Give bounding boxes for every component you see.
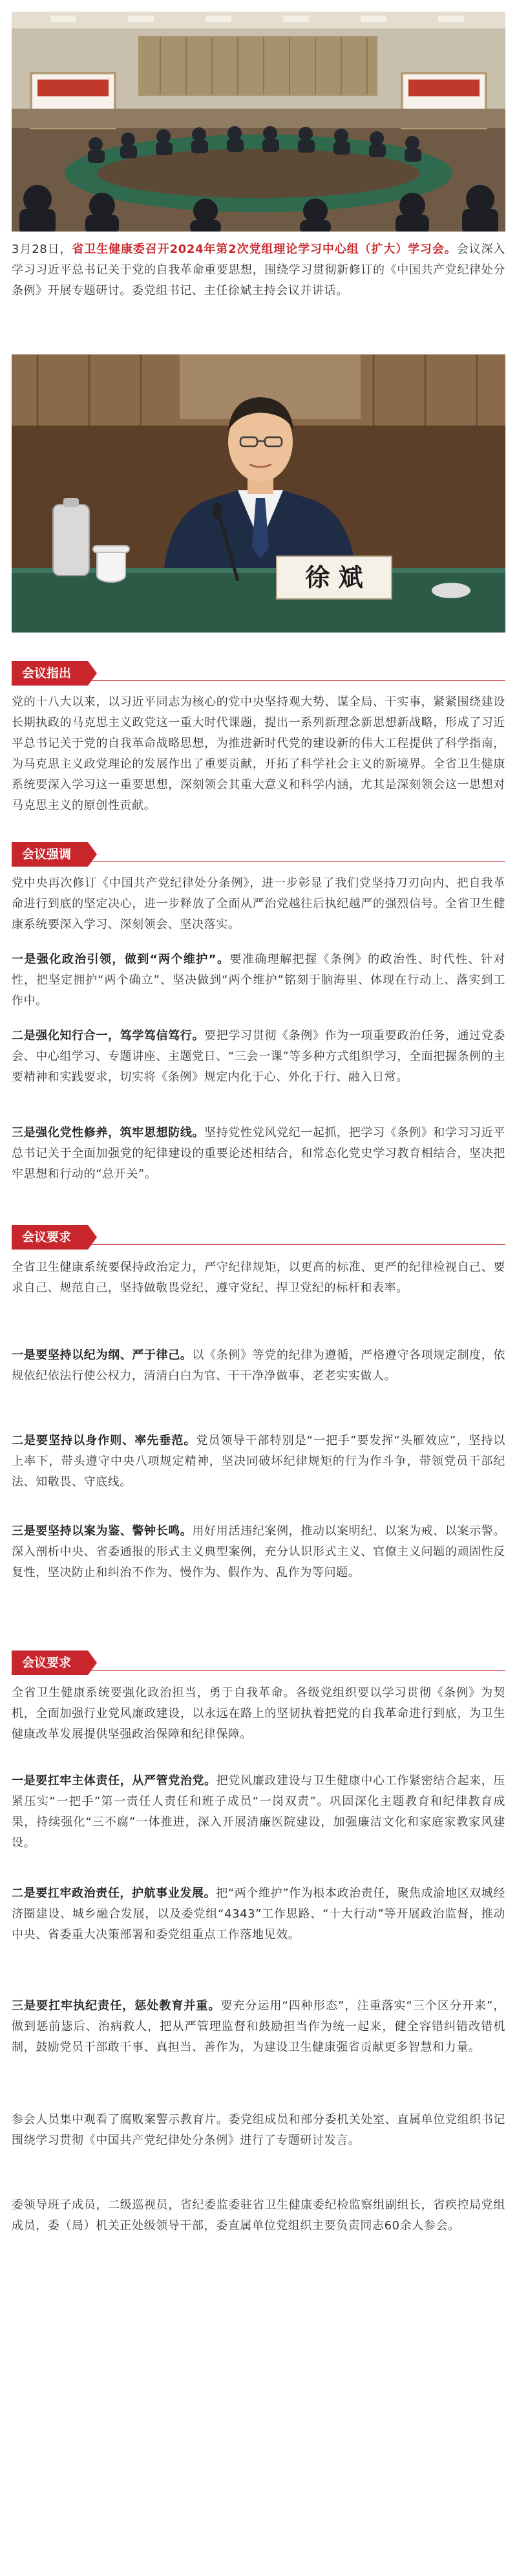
s2-point-1-text: 要准确理解把握《条例》的政治性、时代性、针对性，把坚定拥护“两个确立”、坚决做到“两个维护”铭刻于脑海里、体现在行动上、落实到工作中。 <box>12 953 505 1008</box>
s3-point-2-lead: 二是要坚持以身作则、率先垂范。 <box>12 1434 196 1447</box>
s3-paragraph-4 <box>12 1521 505 1583</box>
s4-paragraph-4 <box>12 1996 505 2058</box>
s4-point-3-text: 要充分运用“四种形态”，注重落实“三个区分开来”，做到惩前毖后、治病救人，把从严管理监督和鼓励担当作为统一起来，健全容错纠错改错机制，鼓励党员干部敢干事、真担当、善作为，为建设卫生健康强省贡献更多智慧和力量。 <box>12 1999 505 2054</box>
s2-point-2-lead: 二是强化知行合一，笃学笃信笃行。 <box>12 1029 205 1043</box>
intro-paragraph <box>12 239 505 301</box>
section-tag: 会议要求 <box>12 1225 88 1250</box>
s2-paragraph-2 <box>12 949 505 1012</box>
s3-paragraph-3 <box>12 1431 505 1493</box>
section-tag: 会议指出 <box>12 661 88 686</box>
s2-point-1-lead: 一是强化政治引领，做到“两个维护”。 <box>12 953 230 966</box>
s4-paragraph-3 <box>12 1883 505 1945</box>
s2-paragraph-1: 党中央再次修订《中国共产党纪律处分条例》，进一步彰显了我们党坚持刀刃向内、把自我革命进行到底的坚定决心，进一步释放了全面从严治党越往后执纪越严的强烈信号。全省卫生健康系统要深入学习、深刻领会、坚决落实。 <box>12 876 505 931</box>
meeting-hall-photo <box>12 12 505 232</box>
speaker-photo <box>12 354 505 633</box>
section-header-4 <box>12 1651 505 1675</box>
s2-point-3-lead: 三是强化党性修养，筑牢思想防线。 <box>12 1126 205 1140</box>
s2-paragraph-3 <box>12 1026 505 1088</box>
meeting-hall-illustration <box>12 12 505 232</box>
s3-point-3-lead: 三是要坚持以案为鉴、警钟长鸣。 <box>12 1524 193 1538</box>
s4-paragraph-5: 参会人员集中观看了腐败案警示教育片。委党组成员和部分委机关处室、直属单位党组织书记围绕学习贯彻《中国共产党纪律处分条例》进行了专题研讨发言。 <box>12 2113 505 2147</box>
intro-headline: 省卫生健康委召开2024年第2次党组理论学习中心组（扩大）学习会。 <box>72 243 457 256</box>
s3-paragraph-2 <box>12 1345 505 1387</box>
s4-point-3-lead: 三是要扛牢执纪责任，惩处教育并重。 <box>12 1999 221 2013</box>
s4-paragraph-2 <box>12 1771 505 1854</box>
section-tag: 会议强调 <box>12 842 88 867</box>
section-header-2 <box>12 842 505 867</box>
intro-body: 会议深入学习习近平总书记关于党的自我革命重要思想，围绕学习贯彻新修订的《中国共产党纪律处分条例》开展专题研讨。委党组书记、主任徐斌主持会议并讲话。 <box>12 243 505 298</box>
s4-point-1-lead: 一是要扛牢主体责任，从严管党治党。 <box>12 1774 216 1788</box>
s3-paragraph-1: 全省卫生健康系统要保持政治定力，严守纪律规矩，以更高的标准、更严的纪律检视自己、要求自己、规范自己，坚持做敬畏党纪、遵守党纪、捍卫党纪的标杆和表率。 <box>12 1261 505 1295</box>
section-header-1 <box>12 661 505 686</box>
s3-point-2-text: 党员领导干部特别是“一把手”要发挥“头雁效应”，坚持以上率下，带头遵守中央八项规定精神，坚决同破坏纪律规矩的行为作斗争，带领党员干部纪法、知敬畏、守底线。 <box>12 1434 506 1489</box>
section-header-3 <box>12 1225 505 1250</box>
s4-paragraph-6: 委领导班子成员，二级巡视员，省纪委监委驻省卫生健康委纪检监察组副组长，省疾控局党组成员，委（局）机关正处级领导干部，委直属单位党组织主要负责同志60余人参会。 <box>12 2198 505 2233</box>
s2-point-3-text: 坚持党性党风党纪一起抓，把学习《条例》和学习习近平总书记关于全面加强党的纪律建设的重要论述相结合，和常态化党史学习教育相结合，坚决把牢思想和行动的“总开关”。 <box>12 1126 505 1181</box>
section-tag: 会议要求 <box>12 1651 88 1675</box>
s3-point-3-text: 用好用活违纪案例，推动以案明纪、以案为戒、以案示警。深入剖析中央、省委通报的形式主义典型案例，充分认识形式主义、官僚主义问题的顽固性反复性，坚决防止和纠治不作为、慢作为、假作为、乱作为等问题。 <box>12 1524 505 1579</box>
s4-point-1-text: 把党风廉政建设与卫生健康中心工作紧密结合起来，压紧压实“一把手”第一责任人责任和班子成员“一岗双责”。巩固深化主题教育和纪律教育成果，持续强化“三不腐”一体推进，深入开展清廉医院建设，加强廉洁文化和家庭家教家风建设。 <box>12 1774 505 1850</box>
s4-point-2-lead: 二是要扛牢政治责任，护航事业发展。 <box>12 1887 216 1900</box>
s4-paragraph-1: 全省卫生健康系统要强化政治担当，勇于自我革命。各级党组织要以学习贯彻《条例》为契机，全面加强行业党风廉政建设，以永远在路上的坚韧执着把党的自我革命进行到底，为卫生健康改革发展提供坚强政治保障和纪律保障。 <box>12 1686 505 1741</box>
speaker-illustration <box>12 354 505 633</box>
s2-point-2-text: 要把学习贯彻《条例》作为一项重要政治任务，通过党委会、中心组学习、专题讲座、主题党日、“三会一课”等多种方式组织学习，全面把握条例的主要精神和实践要求，切实将《条例》规定内化于心、外化于行、融入日常。 <box>12 1029 505 1084</box>
speaker-nameplate: 徐 斌 <box>305 563 363 592</box>
s3-point-1-lead: 一是要坚持以纪为纲、严于律己。 <box>12 1348 193 1362</box>
s2-paragraph-4 <box>12 1123 505 1185</box>
s3-point-1-text: 以《条例》等党的纪律为遵循，严格遵守各项规定制度，依规依纪依法行使公权力，清清白白为官、干干净净做事、老老实实做人。 <box>12 1348 505 1383</box>
intro-date: 3月28日， <box>12 243 72 256</box>
s4-point-2-text: 把“两个维护”作为根本政治责任，聚焦成渝地区双城经济圈建设、城乡融合发展，以及委党组“4343”工作思路、“十大行动”等开展政治监督，推动中央、省委重大决策部署和委党组重点工作落地见效。 <box>12 1887 505 1942</box>
s1-paragraph-1: 党的十八大以来，以习近平同志为核心的党中央坚持观大势、谋全局、干实事，紧紧围绕建设长期执政的马克思主义政党这一重大时代课题，提出一系列新理念新思想新战略，形成了习近平总书记关于党的自我革命战略思想，为推进新时代党的建设新的伟大工程提供了科学指南，为马克思主义政党理论的发展作出了重要贡献，开拓了科学社会主义的新境界。全省卫生健康系统要深入学习这一重要思想，深刻领会其重大意义和科学内涵，尤其是深刻领会这一思想对马克思主义的原创性贡献。 <box>12 695 505 812</box>
